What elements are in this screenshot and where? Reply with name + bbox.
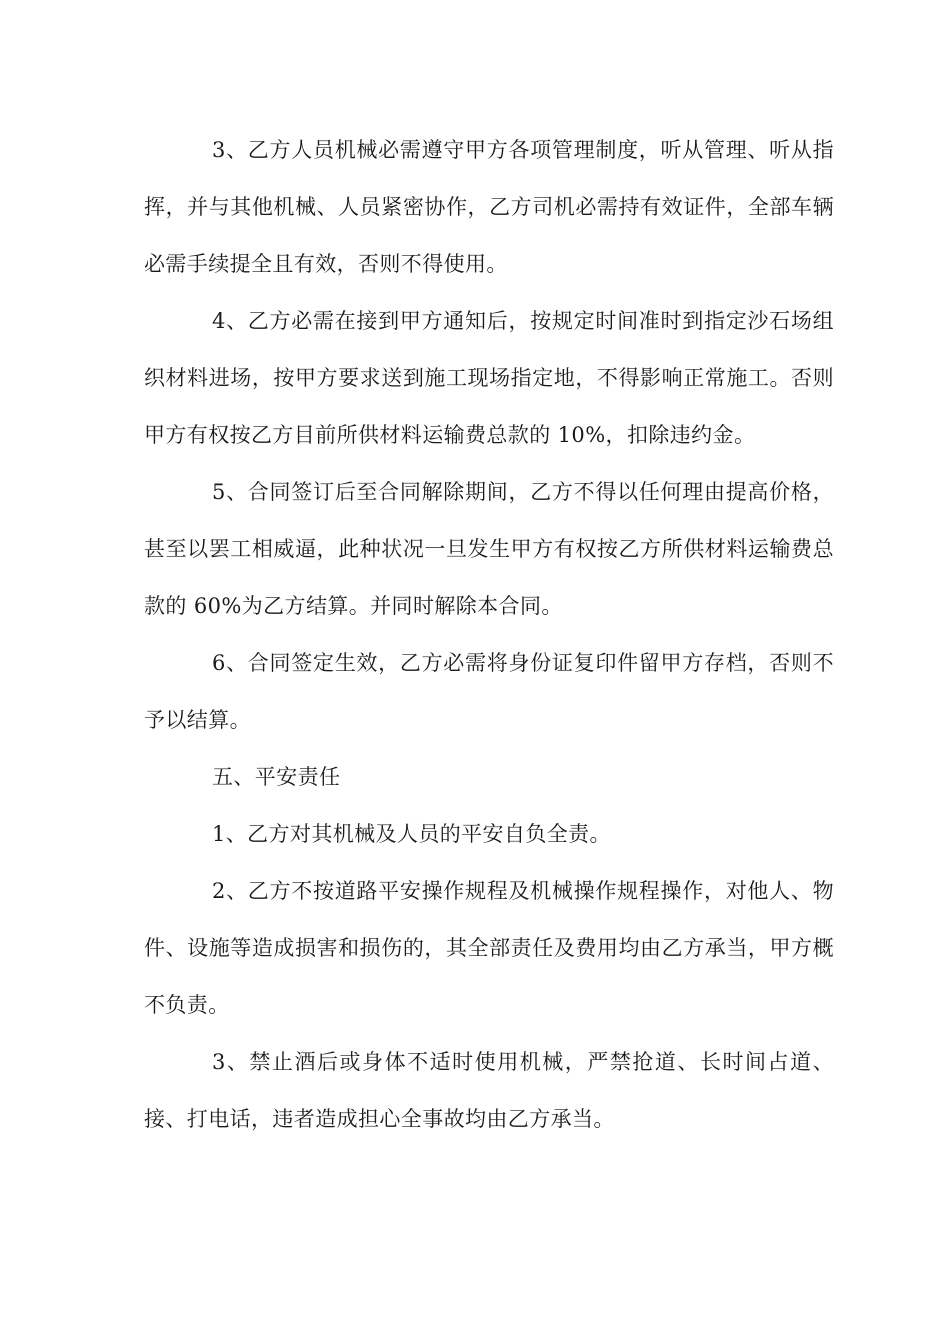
clause-4-material-delivery: 4、乙方必需在接到甲方通知后，按规定时间准时到指定沙石场组织材料进场，按甲方要求送到施工现场指定地，不得影响正常施工。否则甲方有权按乙方目前所供材料运输费总款的 10%，扣除违约金。 [144,309,834,447]
document-page [144,122,834,1148]
safety-clause-3: 3、禁止酒后或身体不适时使用机械，严禁抢道、长时间占道、接、打电话，违者造成担心全事故均由乙方承当。 [144,1050,834,1131]
clause-6-id-copy: 6、合同签定生效，乙方必需将身份证复印件留甲方存档，否则不予以结算。 [144,651,834,732]
clause-3-personnel-rules: 3、乙方人员机械必需遵守甲方各项管理制度，听从管理、听从指挥，并与其他机械、人员紧密协作，乙方司机必需持有效证件，全部车辆必需手续提全且有效，否则不得使用。 [144,138,834,276]
safety-clause-2: 2、乙方不按道路平安操作规程及机械操作规程操作，对他人、物件、设施等造成损害和损伤的，其全部责任及费用均由乙方承当，甲方概不负责。 [144,879,834,1017]
clause-5-price-terms: 5、合同签订后至合同解除期间，乙方不得以任何理由提高价格，甚至以罢工相威逼，此种状况一旦发生甲方有权按乙方所供材料运输费总款的 60%为乙方结算。并同时解除本合同。 [144,480,834,618]
safety-clause-1: 1、乙方对其机械及人员的平安自负全责。 [212,822,611,846]
section-heading-safety: 五、平安责任 [212,765,341,789]
